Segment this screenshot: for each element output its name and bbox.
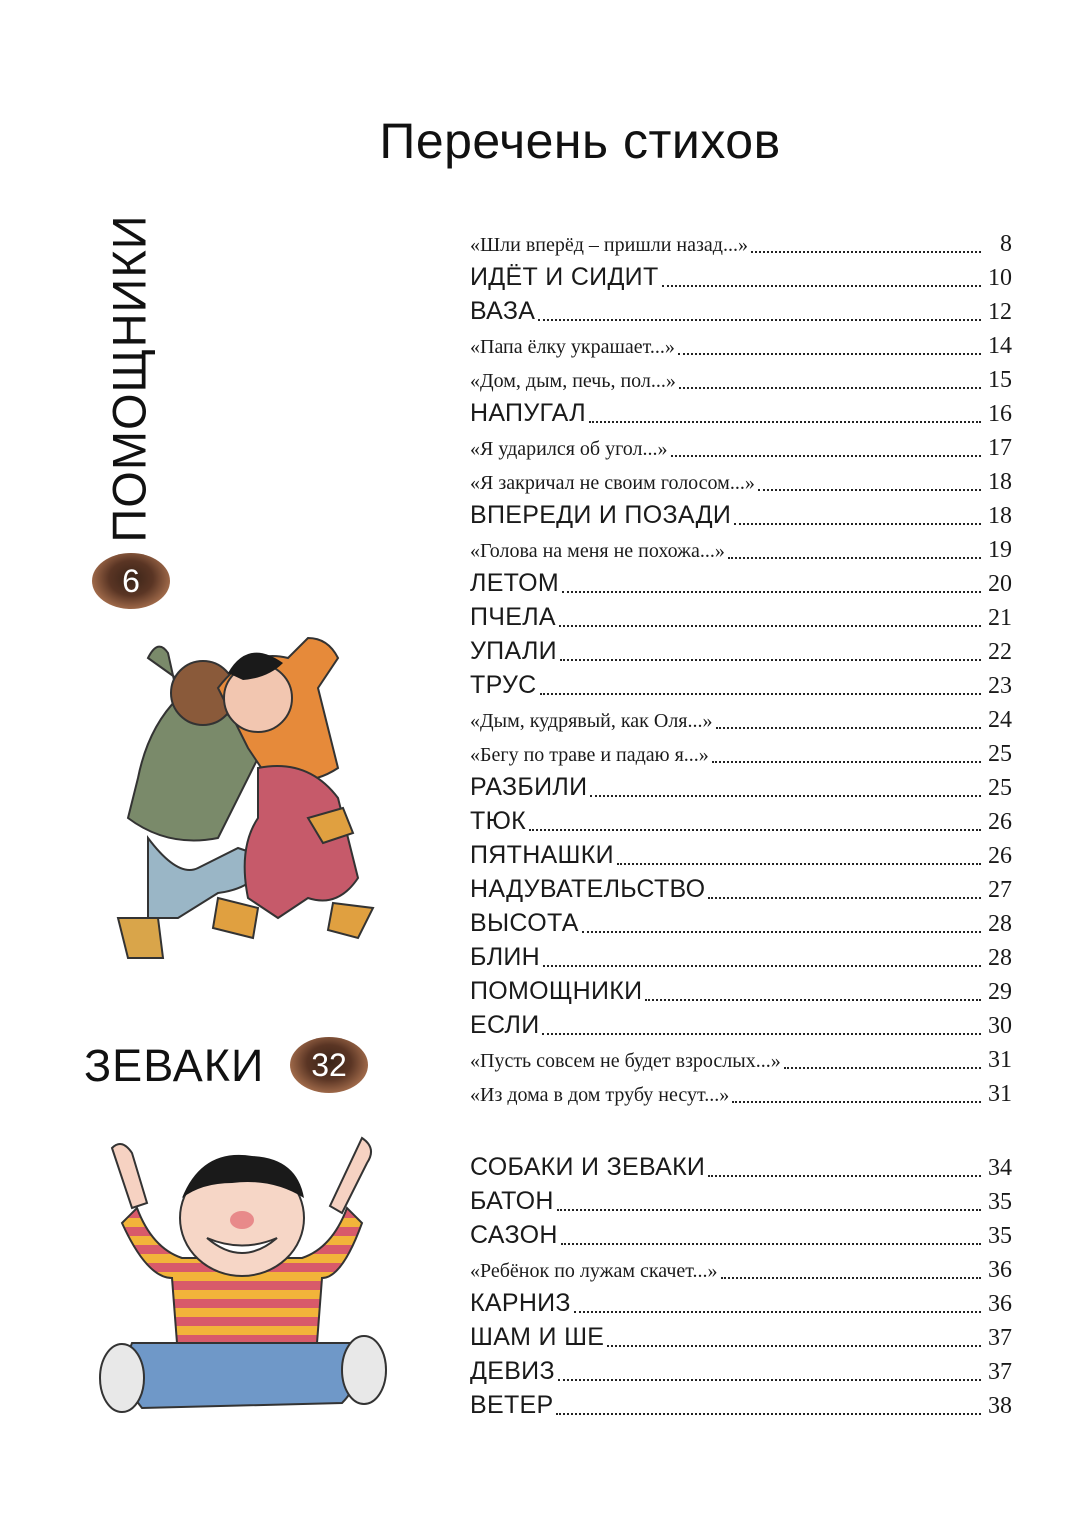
dot-leader (716, 727, 982, 729)
toc-entry[interactable] (470, 632, 1012, 666)
toc-entry-title: «Пусть совсем не будет взрослых...» (470, 1050, 781, 1072)
dot-leader (582, 931, 981, 933)
toc-entry-title: ШАМ И ШЕ (470, 1323, 605, 1351)
toc-entry[interactable] (470, 292, 1012, 326)
toc-entry-title: «Дым, кудрявый, как Оля...» (470, 710, 713, 732)
dot-leader (617, 863, 981, 865)
toc-entry-page: 29 (988, 979, 1012, 1005)
toc-entry-page: 27 (988, 877, 1012, 903)
toc-entry[interactable] (470, 938, 1012, 972)
dot-leader (543, 965, 981, 967)
toc-entry[interactable] (470, 224, 1012, 258)
dot-leader (645, 999, 981, 1001)
dot-leader (529, 829, 981, 831)
toc-entry-page: 30 (988, 1013, 1012, 1039)
toc-entry-page: 23 (988, 673, 1012, 699)
toc-entry-page: 17 (988, 435, 1012, 461)
toc-entry[interactable] (470, 1148, 1012, 1182)
toc-entry[interactable] (470, 530, 1012, 564)
toc-entry-title: ВАЗА (470, 297, 536, 325)
toc-entry-page: 14 (988, 333, 1012, 359)
toc-entry-page: 19 (988, 537, 1012, 563)
toc-entry[interactable] (470, 1284, 1012, 1318)
section-title-zevaki[interactable]: ЗЕВАКИ (84, 1040, 265, 1091)
toc-entry-page: 8 (1000, 231, 1012, 257)
toc-entry-title: БАТОН (470, 1187, 554, 1215)
fighting-boys-illustration (108, 618, 398, 978)
toc-entry[interactable] (470, 564, 1012, 598)
toc-entry[interactable] (470, 1182, 1012, 1216)
toc-entry[interactable] (470, 1352, 1012, 1386)
toc-entry-page: 10 (988, 265, 1012, 291)
toc-entry-title: ВПЕРЕДИ И ПОЗАДИ (470, 501, 732, 529)
toc-entry[interactable] (470, 666, 1012, 700)
page-title: Перечень стихов (379, 113, 781, 169)
toc-entry-title: «Ребёнок по лужам скачет...» (470, 1260, 718, 1282)
dot-leader (607, 1345, 981, 1347)
toc-entry[interactable] (470, 1216, 1012, 1250)
dot-leader (589, 421, 981, 423)
toc-entry-title: «Я закричал не своим голосом...» (470, 472, 755, 494)
dot-leader (561, 1243, 981, 1245)
toc-entry[interactable] (470, 972, 1012, 1006)
toc-entry-title: ИДЁТ И СИДИТ (470, 263, 659, 291)
toc-entry-page: 35 (988, 1189, 1012, 1215)
dot-leader (590, 795, 981, 797)
dot-leader (559, 625, 981, 627)
dot-leader (540, 693, 981, 695)
toc-entry-page: 20 (988, 571, 1012, 597)
toc-entry[interactable] (470, 496, 1012, 530)
toc-entry-page: 15 (988, 367, 1012, 393)
toc-entry[interactable] (470, 326, 1012, 360)
toc-entry-page: 18 (988, 503, 1012, 529)
toc-entry-title: ВЫСОТА (470, 909, 579, 937)
toc-entry-page: 26 (988, 843, 1012, 869)
toc-entry[interactable] (470, 1250, 1012, 1284)
toc-entry[interactable] (470, 462, 1012, 496)
toc-entry-page: 36 (988, 1291, 1012, 1317)
dot-leader (560, 659, 981, 661)
toc-entry-title: НАДУВАТЕЛЬСТВО (470, 875, 706, 903)
toc-entry-page: 18 (988, 469, 1012, 495)
toc-entry-page: 28 (988, 945, 1012, 971)
toc-entry[interactable] (470, 1386, 1012, 1420)
dot-leader (732, 1101, 981, 1103)
dot-leader (758, 489, 981, 491)
toc-entry-page: 12 (988, 299, 1012, 325)
toc-entry[interactable] (470, 394, 1012, 428)
dot-leader (671, 455, 982, 457)
toc-entry-title: ВЕТЕР (470, 1391, 554, 1419)
toc-entry-title: ТРУС (470, 671, 537, 699)
dot-leader (662, 285, 981, 287)
toc-entry[interactable] (470, 802, 1012, 836)
laughing-boy-illustration (92, 1128, 392, 1428)
toc-entry-page: 26 (988, 809, 1012, 835)
toc-entry-title: «Бегу по траве и падаю я...» (470, 744, 709, 766)
toc-entry-page: 21 (988, 605, 1012, 631)
toc-entry[interactable] (470, 734, 1012, 768)
toc-entry-title: ЕСЛИ (470, 1011, 540, 1039)
toc-entry[interactable] (470, 360, 1012, 394)
toc-entry-title: СОБАКИ И ЗЕВАКИ (470, 1153, 706, 1181)
toc-entry-page: 25 (988, 775, 1012, 801)
toc-entry-page: 25 (988, 741, 1012, 767)
dot-leader (784, 1067, 981, 1069)
toc-entry-title: ДЕВИЗ (470, 1357, 555, 1385)
toc-entry-page: 37 (988, 1359, 1012, 1385)
toc-entry-title: ПЧЕЛА (470, 603, 556, 631)
toc-entry[interactable] (470, 1040, 1012, 1074)
toc-entry-title: «Я ударился об угол...» (470, 438, 668, 460)
dot-leader (728, 557, 981, 559)
toc-entry-title: ЛЕТОМ (470, 569, 559, 597)
toc-entry-page: 36 (988, 1257, 1012, 1283)
toc-entry-title: «Шли вперёд – пришли назад...» (470, 234, 748, 256)
dot-leader (708, 1175, 981, 1177)
toc-entry-page: 38 (988, 1393, 1012, 1419)
toc-entry-page: 24 (988, 707, 1012, 733)
toc-entry-title: РАЗБИЛИ (470, 773, 588, 801)
toc-entry[interactable] (470, 598, 1012, 632)
toc-entry-page: 37 (988, 1325, 1012, 1351)
dot-leader (678, 353, 981, 355)
toc-entry[interactable] (470, 1074, 1012, 1108)
toc-entry-title: ПЯТНАШКИ (470, 841, 614, 869)
dot-leader (708, 897, 981, 899)
dot-leader (712, 761, 981, 763)
toc-entry-title: «Голова на меня не похожа...» (470, 540, 725, 562)
toc-entry[interactable] (470, 1318, 1012, 1352)
section-title-label: ПОМОЩНИКИ (102, 214, 156, 542)
toc-entry-title: УПАЛИ (470, 637, 557, 665)
dot-leader (542, 1033, 981, 1035)
toc-entry-title: НАПУГАЛ (470, 399, 586, 427)
toc-entry-title: ТЮК (470, 807, 526, 835)
section-page-badge: 6 (92, 553, 170, 609)
dot-leader (751, 251, 981, 253)
toc-entry[interactable] (470, 870, 1012, 904)
toc-entry-page: 31 (988, 1081, 1012, 1107)
toc-entry-title: «Из дома в дом трубу несут...» (470, 1084, 730, 1106)
toc-entry[interactable] (470, 1006, 1012, 1040)
toc-entry-page: 28 (988, 911, 1012, 937)
toc-entry-title: САЗОН (470, 1221, 558, 1249)
toc-entry-page: 16 (988, 401, 1012, 427)
dot-leader (538, 319, 981, 321)
toc-entry[interactable] (470, 904, 1012, 938)
dot-leader (734, 523, 981, 525)
toc-entry-page: 22 (988, 639, 1012, 665)
dot-leader (721, 1277, 981, 1279)
toc-entry[interactable] (470, 700, 1012, 734)
dot-leader (558, 1379, 981, 1381)
toc-entry-title: КАРНИЗ (470, 1289, 571, 1317)
dot-leader (679, 387, 981, 389)
toc-entry-title: «Папа ёлку украшает...» (470, 336, 675, 358)
toc-entry[interactable] (470, 768, 1012, 802)
dot-leader (557, 1209, 981, 1211)
dot-leader (562, 591, 981, 593)
toc-entry-page: 35 (988, 1223, 1012, 1249)
toc-entry[interactable] (470, 836, 1012, 870)
dot-leader (574, 1311, 981, 1313)
toc-entry-page: 31 (988, 1047, 1012, 1073)
toc-entry-page: 34 (988, 1155, 1012, 1181)
dot-leader (556, 1413, 981, 1415)
section-title-pomoshchniki[interactable] (94, 214, 164, 542)
toc-entry[interactable] (470, 428, 1012, 462)
toc-entry-title: «Дом, дым, печь, пол...» (470, 370, 676, 392)
toc-entry-title: ПОМОЩНИКИ (470, 977, 643, 1005)
section-page-badge: 32 (290, 1037, 368, 1093)
toc-entry[interactable] (470, 258, 1012, 292)
toc-entry-title: БЛИН (470, 943, 541, 971)
